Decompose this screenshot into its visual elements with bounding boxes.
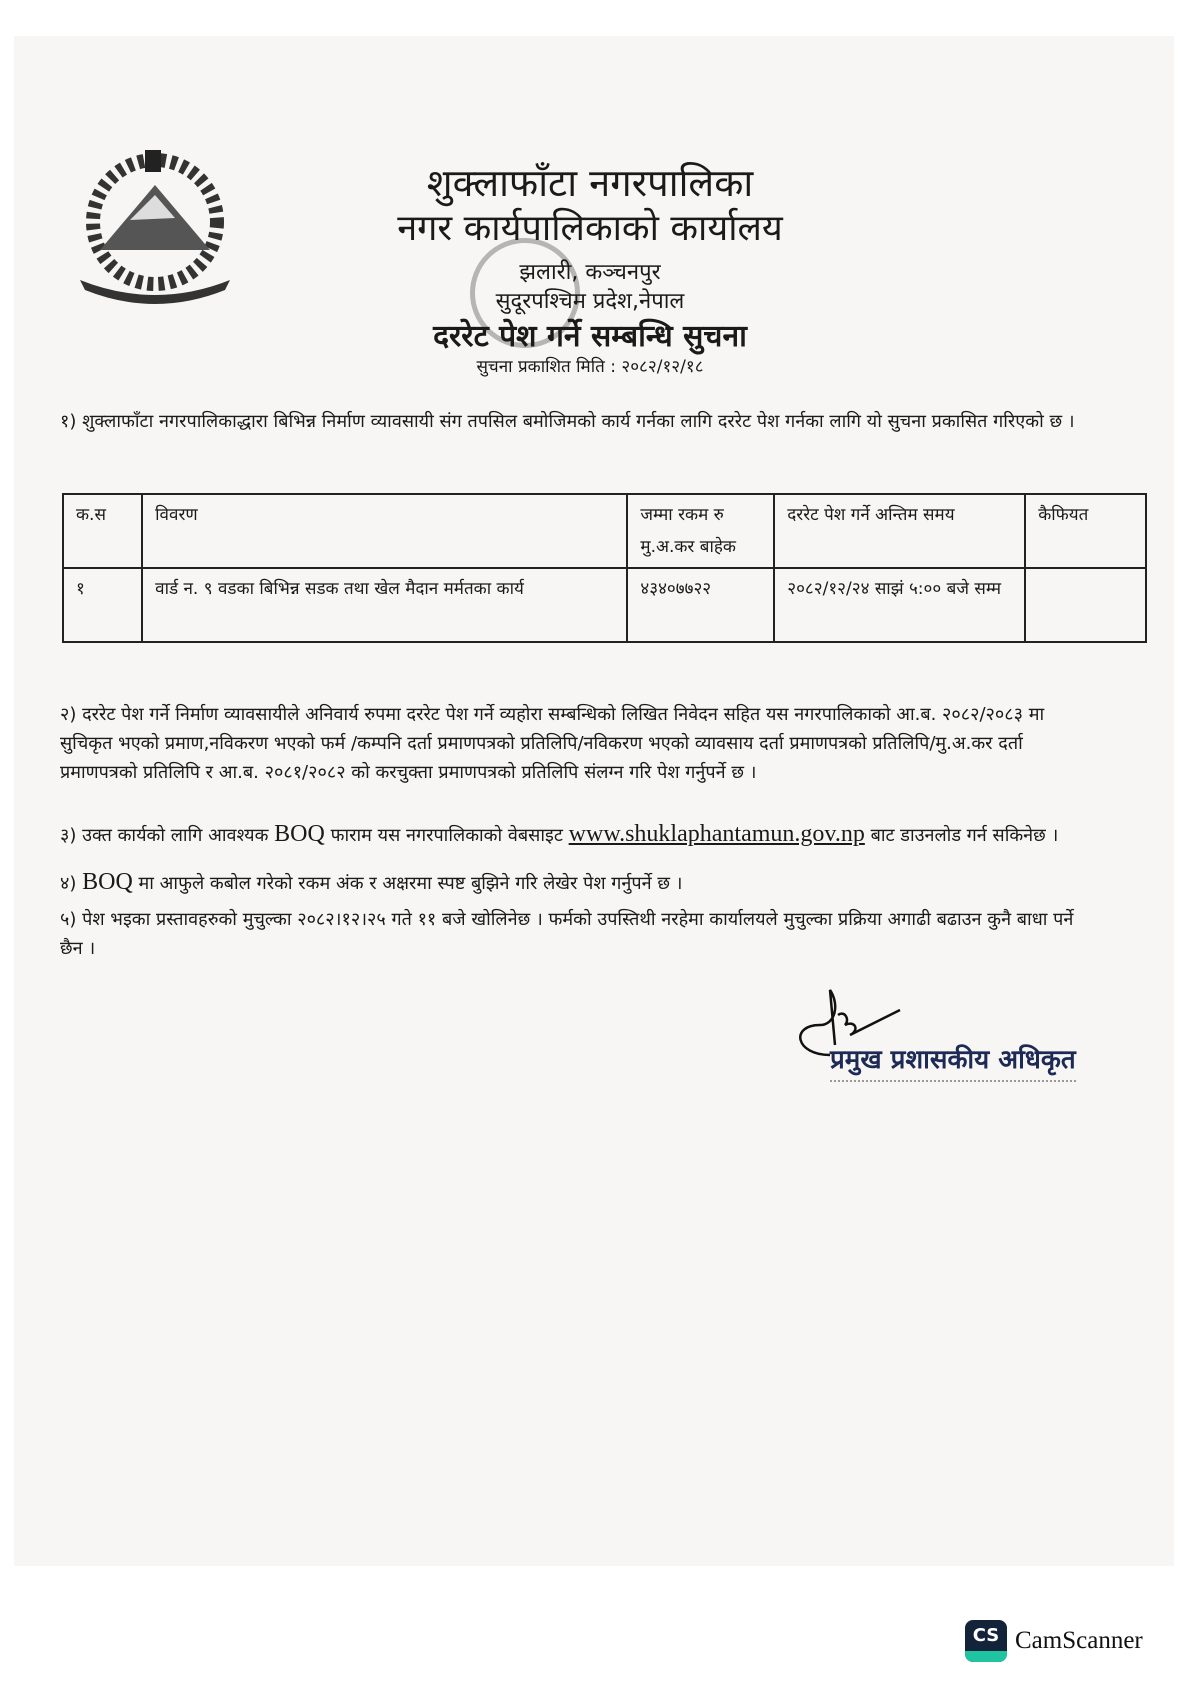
municipality-name: शुक्लाफाँटा नगरपालिका [426,161,754,205]
notice-title: दररेट पेश गर्ने सम्बन्धि सुचना [433,319,747,354]
table-header-row [63,494,1146,568]
office-name: नगर कार्यपालिकाको कार्यालय [397,208,783,249]
website-link[interactable]: www.shuklaphantamun.gov.np [568,821,865,847]
cell-description: वार्ड न. ९ वडका बिभिन्न सडक तथा खेल मैदान मर्मतका कार्य [142,568,627,642]
camscanner-logo-icon: CS [965,1620,1007,1662]
p4-boq: BOQ [82,869,133,895]
publish-date-line [330,356,850,378]
publish-date-label: सुचना प्रकाशित मिति : [476,357,616,377]
p3-middle: फाराम यस नगरपालिकाको वेबसाइट [330,825,563,846]
p4-prefix: ४) [60,873,77,894]
p4-suffix: मा आफुले कबोल गरेको रकम अंक र अक्षरमा स्पष्ट बुझिने गरि लेखेर पेश गर्नुपर्ने छ । [138,873,683,894]
paragraph-1: १) शुक्लाफाँटा नगरपालिकाद्धारा बिभिन्न निर्माण व्यावसायी संग तपसिल बमोजिमको कार्य गर्नका लागि दररेट पेश गर्नका लागि यो सुचना प्रकासित गरिएको छ । [60,411,1075,432]
nepal-government-emblem-icon [60,140,250,305]
cell-remarks [1025,568,1146,642]
paragraph-5: ५) पेश भइका प्रस्तावहरुको मुचुल्का २०८२।१२।२५ गते ११ बजे खोलिनेछ । फर्मको उपस्तिथी नरहेमा कार्यालयले मुचुल्का प्रक्रिया अगाढी बढाउन कुनै बाधा पर्ने छैन । [60,909,1074,959]
header-amount: जम्मा रकम रु मु.अ.कर बाहेक [627,494,774,568]
cell-sn: १ [63,568,142,642]
paragraph-3 [60,820,1090,850]
cell-deadline: २०८२/१२/२४ साझं ५:०० बजे सम्म [774,568,1025,642]
publish-date: २०८२/१२/१८ [621,357,704,377]
letterhead [330,160,850,378]
paragraph-2: २) दररेट पेश गर्ने निर्माण व्यावसायीले अनिवार्य रुपमा दररेट पेश गर्ने व्यहोरा सम्बन्धिको लिखित निवेदन सहित यस नगरपालिकाको आ.ब. २०८२/२०८३ मा सुचिकृत भएको प्रमाण,नविकरण भएको फर्म /कम्पनि दर्ता प्रमाणपत्रको प्रतिलिपि/नविकरण भएको व्यावसाय दर्ता प्रमाणपत्रको प्रतिलिपि/मु.अ.कर दर्ता प्रमाणपत्रको प्रतिलिपि र आ.ब. २०८१/२०८२ को करचुक्ता प्रमाणपत्रको प्रतिलिपि संलग्न गरि पेश गर्नुपर्ने छ । [60,704,1045,783]
header-deadline: दररेट पेश गर्ने अन्तिम समय [774,494,1025,568]
header-description: विवरण [142,494,627,568]
cell-amount: ४३४०७७२२ [627,568,774,642]
signatory-title: प्रमुख प्रशासकीय अधिकृत [830,1040,1076,1082]
p3-boq: BOQ [274,821,325,847]
p3-suffix: बाट डाउनलोड गर्न सकिनेछ । [870,825,1059,846]
province-text: सुदूरपश्चिम प्रदेश,नेपाल [495,289,685,314]
camscanner-brand: CamScanner [1015,1627,1143,1654]
table-row [63,568,1146,642]
header-sn: क.स [63,494,142,568]
location-text: झलारी, कञ्चनपुर [519,260,661,285]
paragraph-4 [60,868,1090,898]
camscanner-watermark [965,1620,1143,1662]
p3-prefix: ३) उक्त कार्यको लागि आवश्यक [60,825,269,846]
header-remarks: कैफियत [1025,494,1146,568]
works-table [62,493,1147,643]
